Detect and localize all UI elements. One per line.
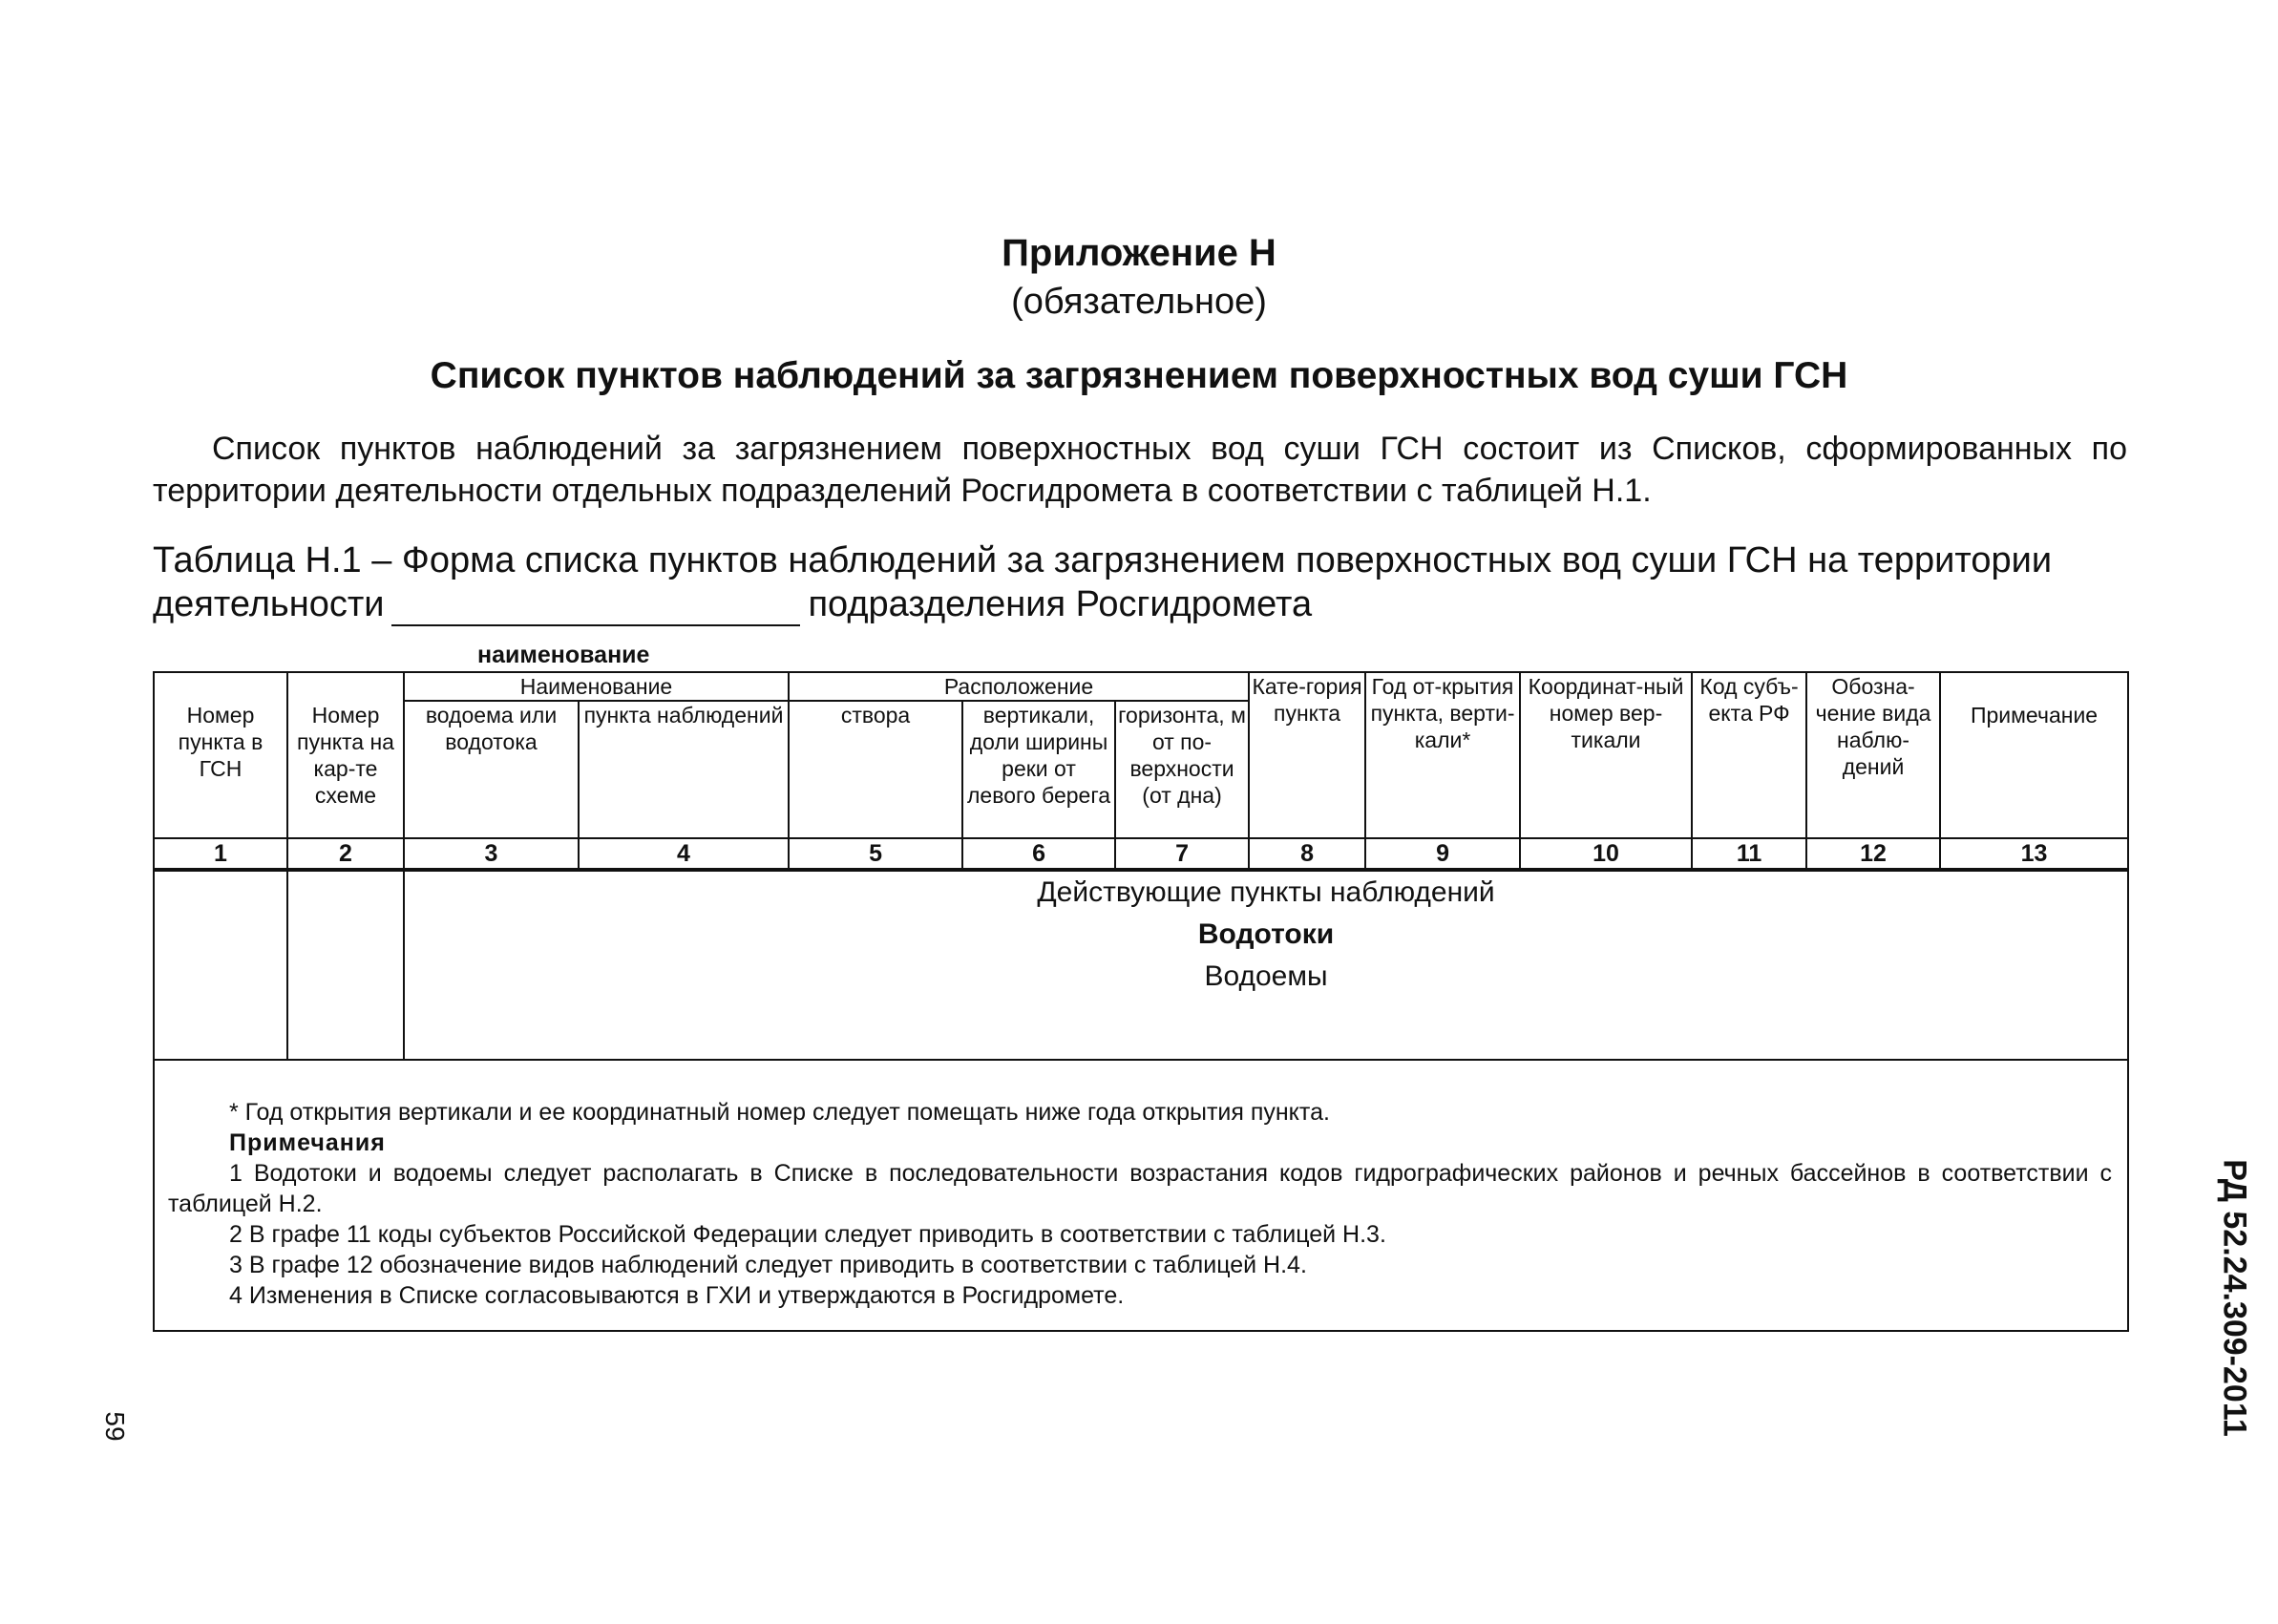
appendix-title: Приложение Н: [1002, 232, 1276, 274]
page-number: 59: [100, 1411, 130, 1442]
form-table: [153, 671, 2129, 1332]
column-number: 9: [1365, 838, 1520, 870]
table-body-row: [154, 870, 2128, 1060]
header-col-5: створа: [789, 701, 962, 838]
column-number: 3: [404, 838, 579, 870]
note-3: 3 В графе 12 обозначение видов наблюдений следует приводить в соответствии с таблицей Н.4.: [229, 1252, 1307, 1278]
column-number: 12: [1806, 838, 1940, 870]
header-col-1: Номер пункта в ГСН: [154, 672, 287, 838]
list-heading: Список пунктов наблюдений за загрязнением поверхностных вод суши ГСН: [430, 355, 1848, 396]
column-number: 7: [1115, 838, 1249, 870]
column-number: 4: [579, 838, 789, 870]
header-col-2: Номер пункта на кар-те схеме: [287, 672, 404, 838]
header-col-8: Кате-гория пункта: [1249, 672, 1365, 838]
header-col-13: Примечание: [1940, 672, 2128, 838]
footnote: * Год открытия вертикали и ее координатный номер следует помещать ниже года открытия пункта.: [229, 1099, 1330, 1126]
note-1: 1 Водотоки и водоемы следует располагать в Списке в последовательности возрастания кодов гидрографических районов и речных бассейнов в соответствии с таблицей Н.2.: [168, 1160, 2113, 1217]
header-col-3: водоема или водотока: [404, 701, 579, 838]
column-number: 10: [1520, 838, 1692, 870]
header-col-10: Координат-ный номер вер-тикали: [1520, 672, 1692, 838]
header-group-location: Расположение: [789, 672, 1249, 701]
column-number: 5: [789, 838, 962, 870]
stray-label: наименование: [477, 642, 650, 668]
notes-row: [154, 1060, 2128, 1331]
caption-blank-line: [391, 592, 800, 626]
column-number: 2: [287, 838, 404, 870]
body-cell-main: [404, 870, 2128, 1060]
body-line-water-bodies: Водоемы: [1204, 960, 1328, 992]
header-col-11: Код субъ-екта РФ: [1692, 672, 1806, 838]
header-col-6: вертикали, доли ширины реки от левого берега: [962, 701, 1115, 838]
notes-cell: [154, 1060, 2128, 1331]
caption-text: Таблица Н.1 – Форма списка пунктов наблюдений за загрязнением поверхностных вод суши ГСН на территории деятельности: [153, 540, 2053, 624]
table-caption: [153, 538, 2127, 626]
notes-heading: Примечания: [229, 1129, 386, 1156]
document-code: РД 52.24.309-2011: [2216, 1159, 2253, 1437]
header-col-7: горизонта, м от по-верхности (от дна): [1115, 701, 1249, 838]
header-col-9: Год от-крытия пункта, верти-кали*: [1365, 672, 1520, 838]
caption-text-end: подразделения Росгидромета: [808, 584, 1313, 624]
column-number: 6: [962, 838, 1115, 870]
note-4: 4 Изменения в Списке согласовываются в ГХИ и утверждаются в Росгидромете.: [229, 1282, 1125, 1309]
column-number: 13: [1940, 838, 2128, 870]
body-line-active-points: Действующие пункты наблюдений: [1037, 876, 1495, 908]
header-col-4: пункта наблюдений: [579, 701, 789, 838]
column-number: 8: [1249, 838, 1365, 870]
header-row-1: [154, 672, 2128, 701]
body-cell-2: [287, 870, 404, 1060]
body-cell-1: [154, 870, 287, 1060]
header-col-12: Обозна-чение вида наблю-дений: [1806, 672, 1940, 838]
intro-paragraph: Список пунктов наблюдений за загрязнением поверхностных вод суши ГСН состоит из Списков, сформированных по территории деятельности отдельных подразделений Росгидромета в соответствии с таблицей Н.1.: [153, 431, 2127, 509]
column-number: 11: [1692, 838, 1806, 870]
column-number: 1: [154, 838, 287, 870]
column-number-row: [154, 838, 2128, 870]
appendix-subtitle: (обязательное): [1011, 282, 1267, 322]
header-group-name: Наименование: [404, 672, 789, 701]
body-line-watercourses: Водотоки: [1197, 918, 1335, 950]
note-2: 2 В графе 11 коды субъектов Российской Федерации следует приводить в соответствии с таблицей Н.3.: [229, 1221, 1386, 1248]
